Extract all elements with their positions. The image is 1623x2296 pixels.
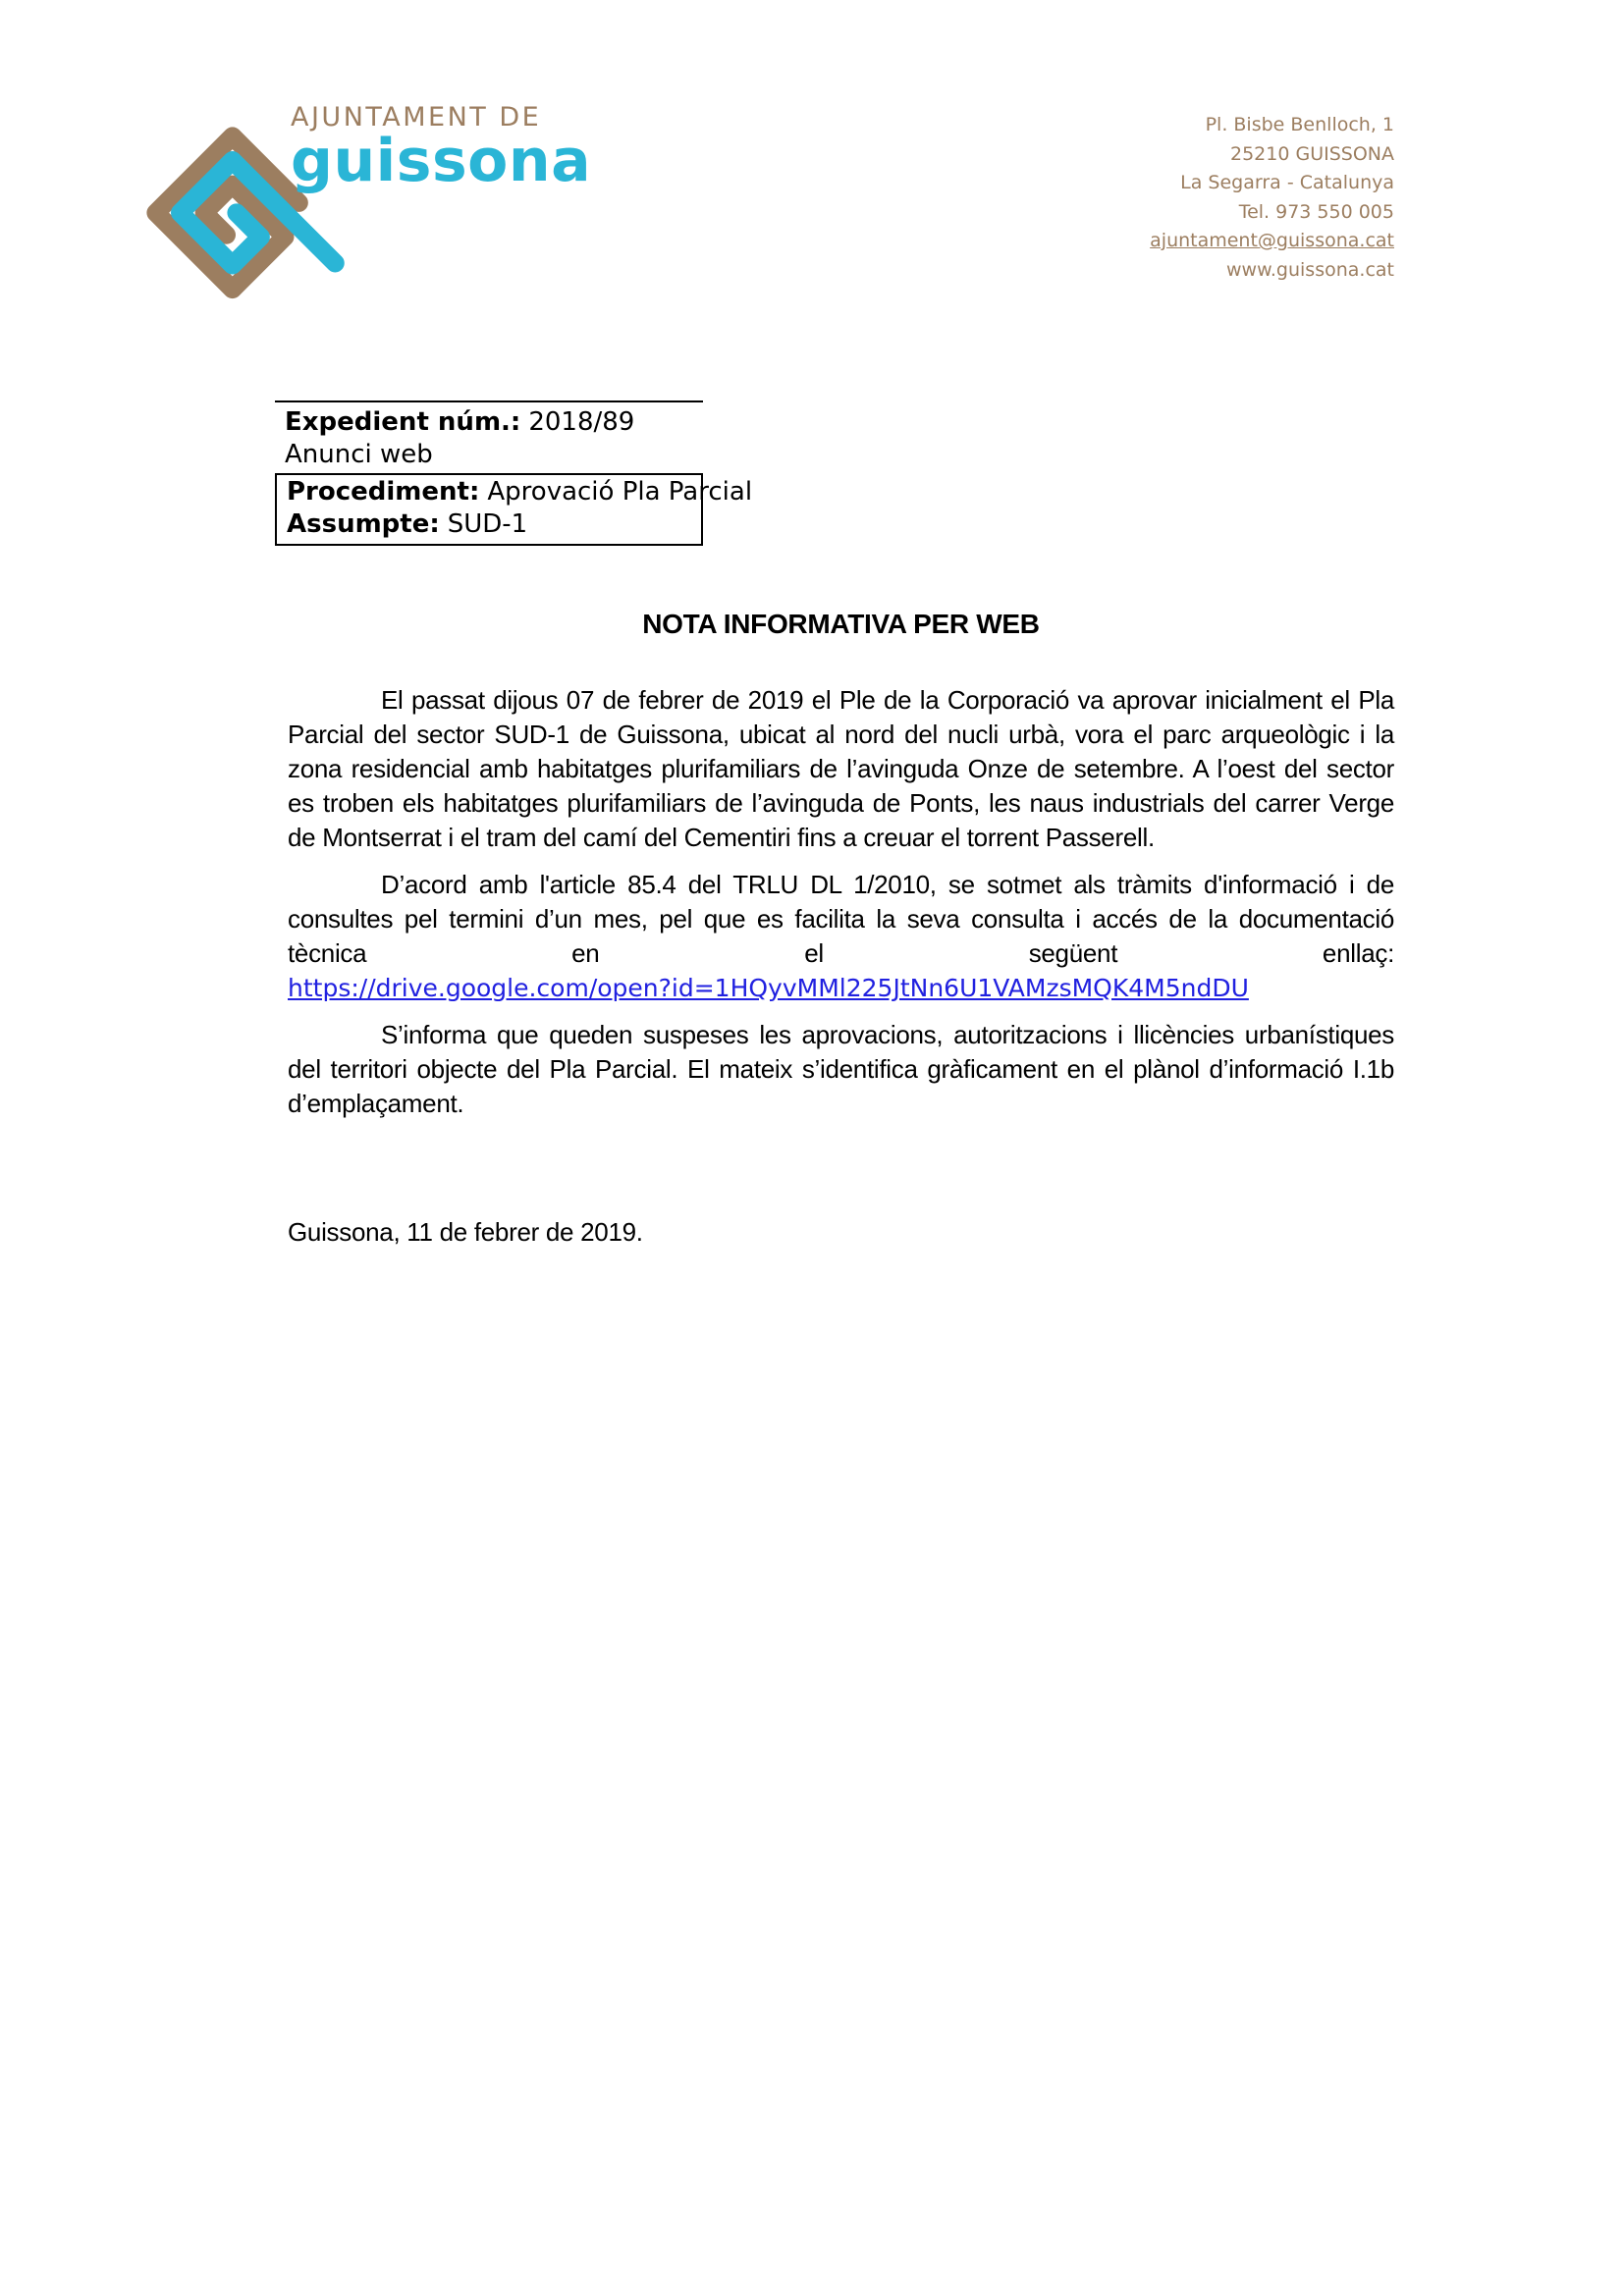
paragraph-3: S’informa que queden suspeses les aprovacions, autoritzacions i llicències urbanístiques del territori objecte del Pla Parcial. El mateix s’identifica gràficament en el plànol d’informació I.1b d’emplaçament.: [288, 1020, 1394, 1118]
dateline: Guissona, 11 de febrer de 2019.: [288, 1217, 643, 1247]
procediment-value: Aprovació Pla Parcial: [487, 477, 753, 507]
channel-row: Anunci web: [285, 440, 433, 469]
paragraph-1: El passat dijous 07 de febrer de 2019 el Ple de la Corporació va aprovar inicialment el Pla Parcial del sector SUD-1 de Guissona, ubicat al nord del nucli urbà, vora el parc arqueològic i la zona residencial amb habitatges plurifamiliars de l’avinguda Onze de setembre. A l’oest del sector es troben els habitatges plurifamiliars de l’avinguda de Ponts, les naus industrials del carrer Verge de Montserrat i el tram del camí del Cementiri fins a creuar el torrent Passerell.: [288, 685, 1394, 852]
paragraph-2-text: D’acord amb l'article 85.4 del TRLU DL 1/2010, se sotmet als tràmits d'informació i de consultes pel termini d’un mes, pel que es facilita la seva consulta i accés de la documentació tècnica en el següent enllaç:: [288, 870, 1394, 968]
contact-address-line2: 25210 GUISSONA: [1229, 142, 1394, 165]
assumpte-label: Assumpte:: [287, 509, 440, 539]
procediment-label: Procediment:: [287, 477, 480, 507]
logo-text-guissona: guissona: [291, 127, 592, 195]
contact-website: www.guissona.cat: [1226, 258, 1394, 281]
drive-document-link[interactable]: https://drive.google.com/open?id=1HQyvMMl225JtNn6U1VAMzsMQK4M5ndDU: [288, 974, 1249, 1002]
case-info-block: [275, 400, 753, 546]
header-contact-block: [1150, 111, 1394, 285]
document-title: NOTA INFORMATIVA PER WEB: [642, 609, 1040, 639]
procediment-row: [277, 476, 753, 508]
contact-email-link[interactable]: ajuntament@guissona.cat: [1150, 230, 1394, 251]
assumpte-value: SUD-1: [447, 509, 528, 539]
logo-text-ajuntament: AJUNTAMENT DE: [291, 102, 542, 133]
expedient-value: 2018/89: [528, 407, 635, 437]
contact-address-line3: La Segarra - Catalunya: [1180, 172, 1394, 193]
guissona-wordmark: [291, 102, 592, 195]
expedient-label: Expedient núm.:: [285, 407, 521, 437]
document-body: [288, 609, 1394, 1250]
contact-address-line1: Pl. Bisbe Benlloch, 1: [1205, 114, 1394, 135]
assumpte-row: [277, 508, 701, 541]
contact-phone: Tel. 973 550 005: [1238, 200, 1394, 223]
expedient-row: [275, 406, 703, 439]
paragraph-2: [288, 868, 1394, 1005]
case-info-box: [275, 473, 753, 546]
